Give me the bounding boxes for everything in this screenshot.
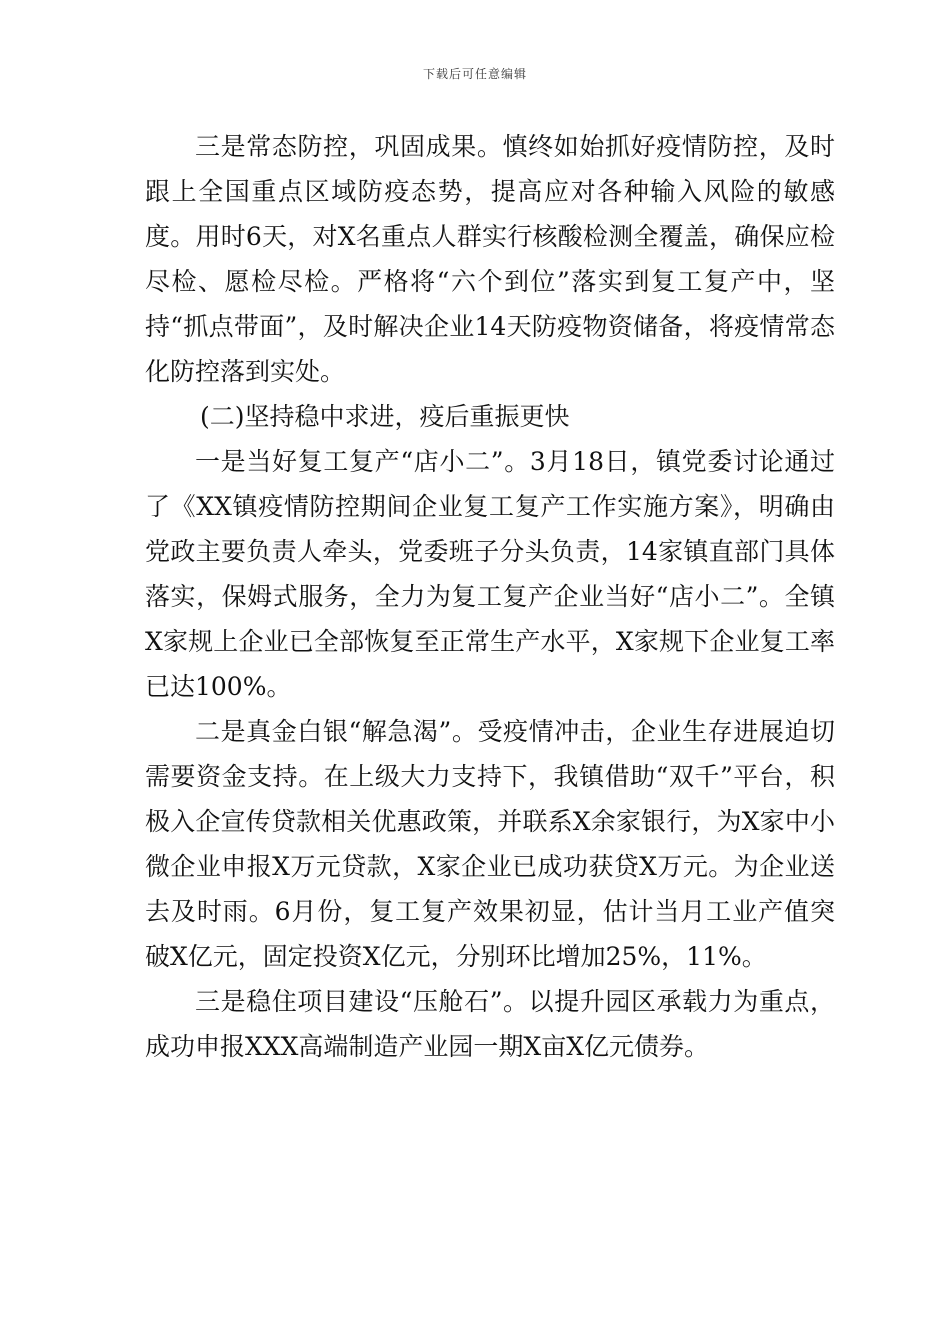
paragraph-financial-support: 二是真金白银“解急渴”。受疫情冲击，企业生存进展迫切需要资金支持。在上级大力支持下，我镇借助“双千”平台，积极入企宣传贷款相关优惠政策，并联系X余家银行，为X家中小微企业申报X万元贷款，X家企业已成功获贷X万元。为企业送去及时雨。6月份，复工复产效果初显，估计当月工业产值突破X亿元，固定投资X亿元，分别环比增加25%，11%。 xyxy=(145,717,835,971)
section-heading-2: (二)坚持稳中求进，疫后重振更快 xyxy=(200,402,570,431)
paragraph-project-construction: 三是稳住项目建设“压舱石”。以提升园区承载力为重点，成功申报XXX高端制造产业园一期X亩X亿元债券。 xyxy=(145,987,835,1061)
paragraph-resumption-service: 一是当好复工复产“店小二”。3月18日，镇党委讨论通过了《XX镇疫情防控期间企业复工复产工作实施方案》，明确由党政主要负责人牵头，党委班子分头负责，14家镇直部门具体落实，保姆式服务，全力为复工复产企业当好“店小二”。全镇X家规上企业已全部恢复至正常生产水平，X家规下企业复工率已达100%。 xyxy=(145,447,835,701)
header-note: 下载后可任意编辑 xyxy=(422,67,527,81)
document-body xyxy=(145,124,835,1069)
paragraph-epidemic-control: 三是常态防控，巩固成果。慎终如始抓好疫情防控，及时跟上全国重点区域防疫态势，提高应对各种输入风险的敏感度。用时6天，对X名重点人群实行核酸检测全覆盖，确保应检尽检、愿检尽检。严格将“六个到位”落实到复工复产中，坚持“抓点带面”，及时解决企业14天防疫物资储备，将疫情常态化防控落到实处。 xyxy=(145,132,835,386)
